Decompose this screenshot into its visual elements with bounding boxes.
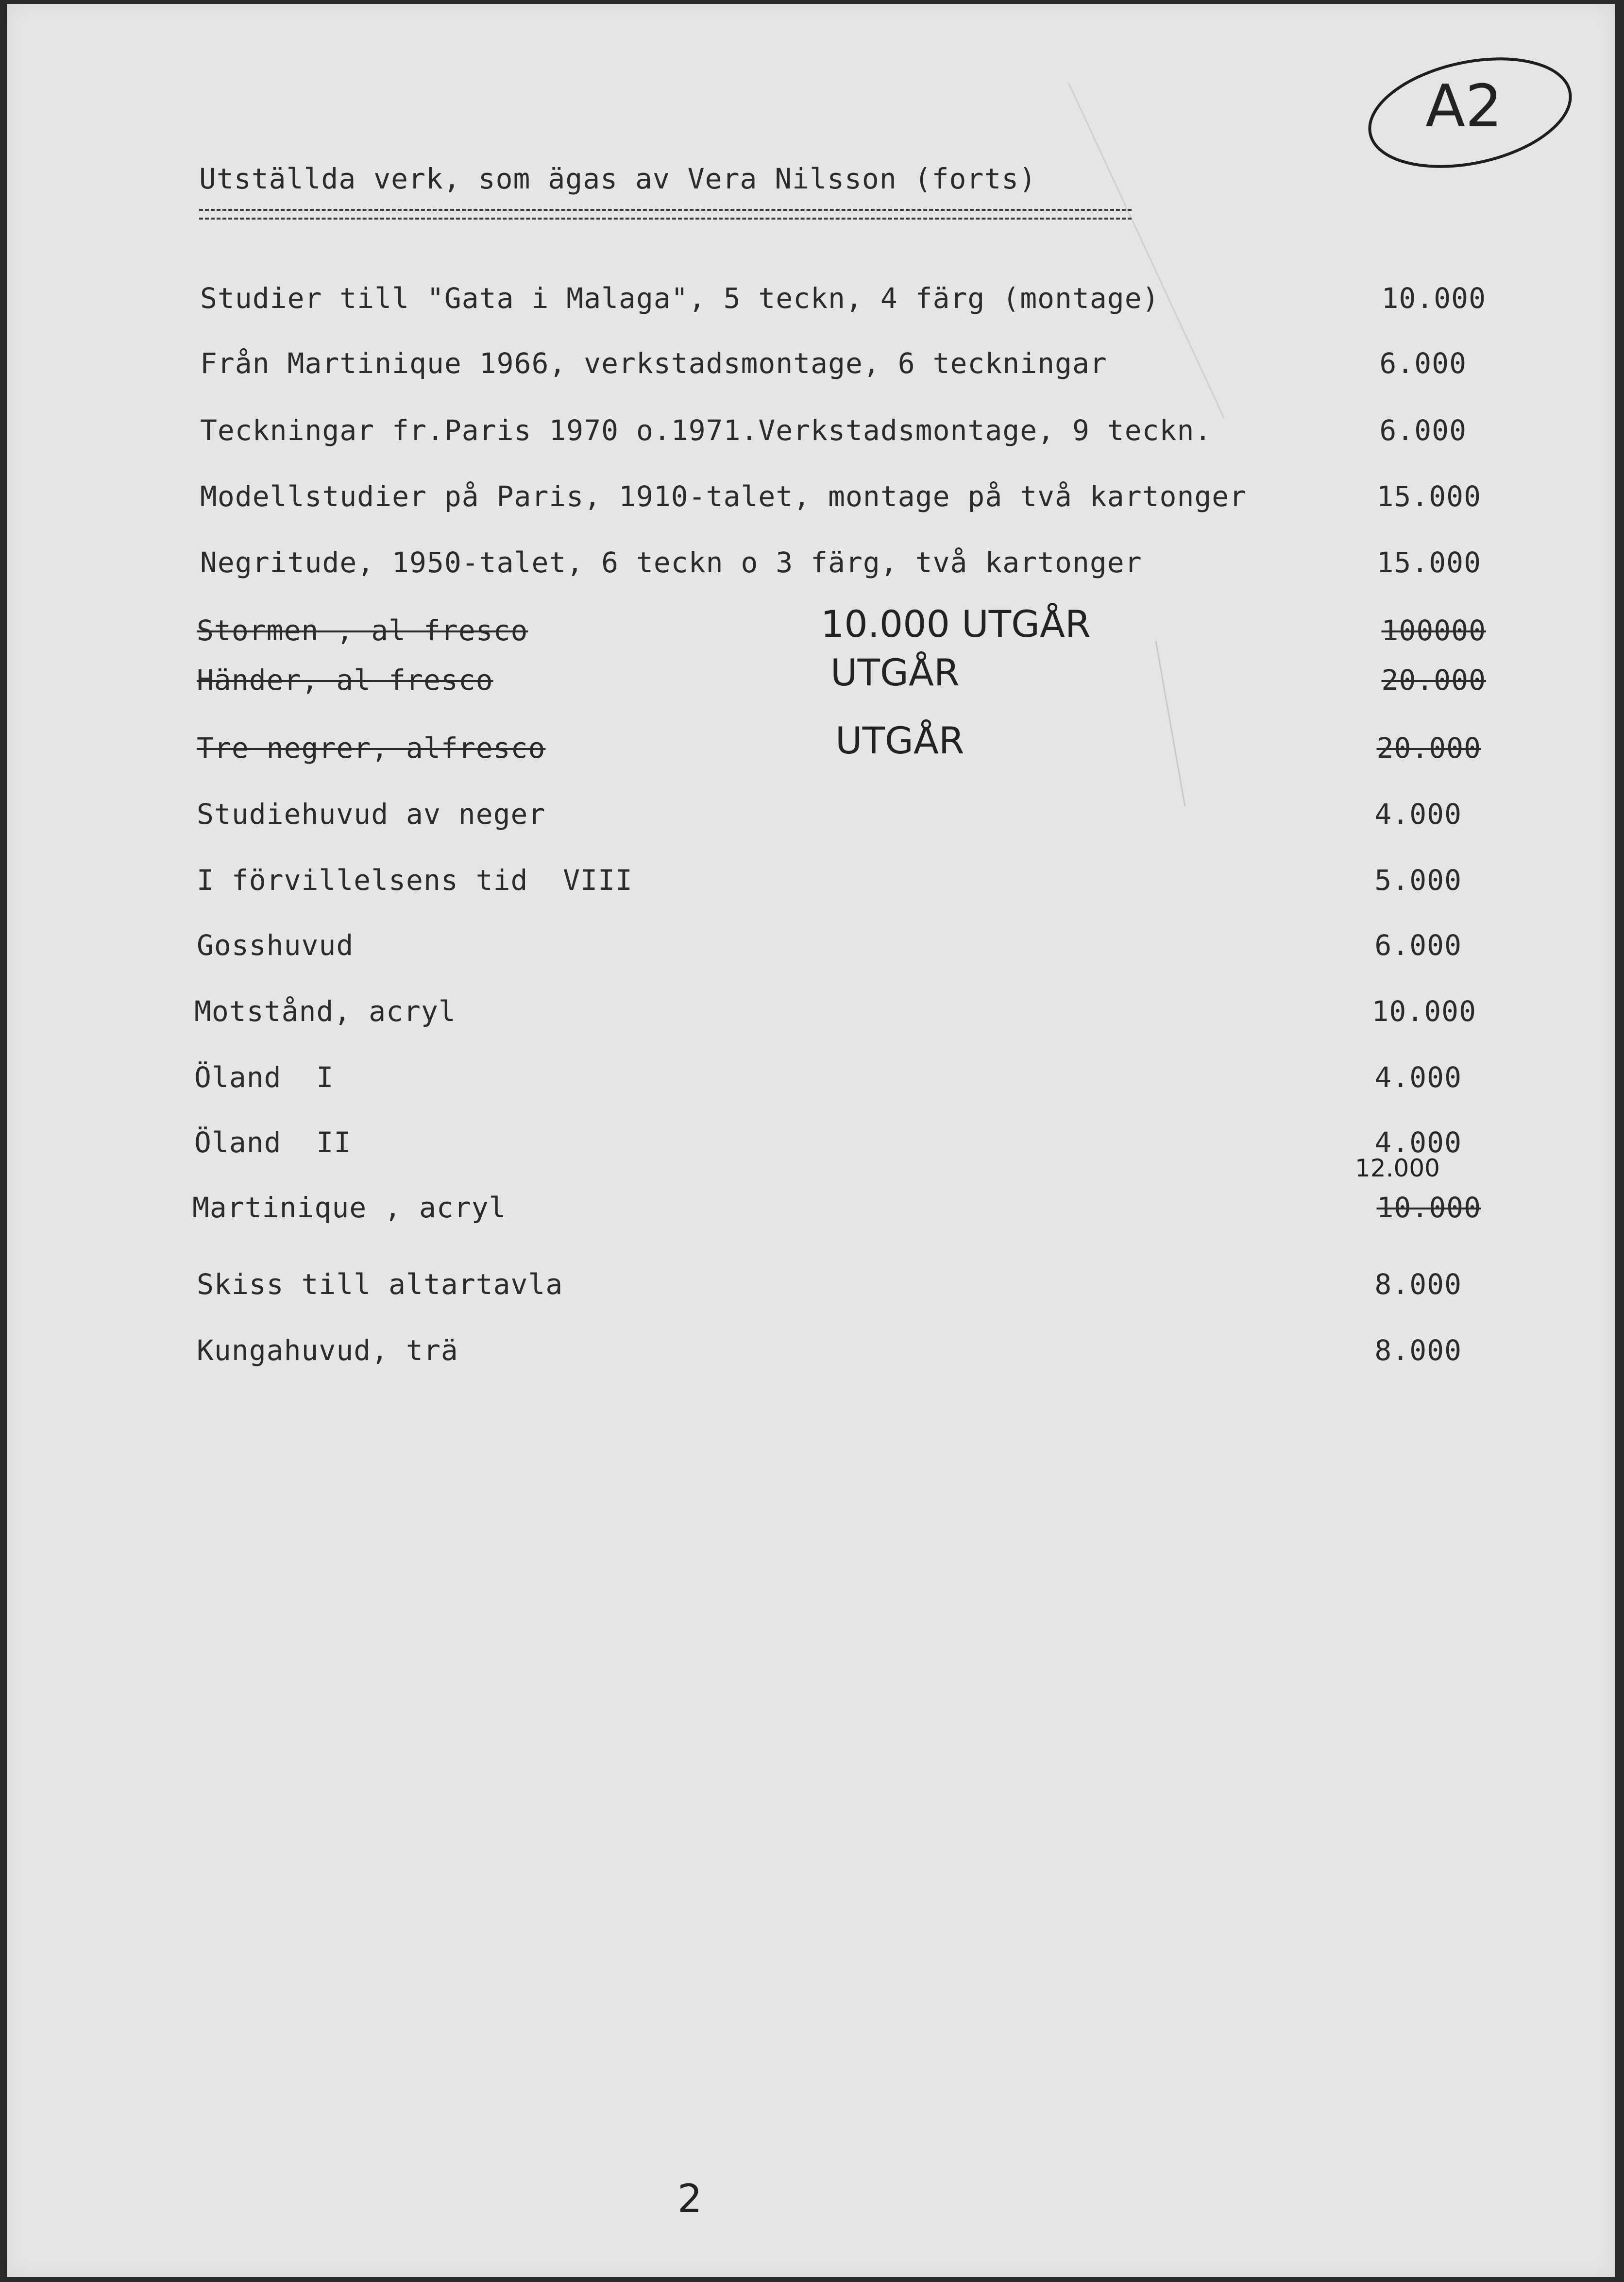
row-5-value: 100000 xyxy=(1381,614,1486,647)
row-16-label: Kungahuvud, trä xyxy=(197,1334,458,1367)
page-number: 2 xyxy=(677,2176,702,2221)
row-1-label: Från Martinique 1966, verkstadsmontage, 6 teckningar xyxy=(200,347,1107,380)
row-6-label: Händer, al fresco xyxy=(197,664,493,697)
row-4-label: Negritude, 1950-talet, 6 teckn o 3 färg, två kartonger xyxy=(200,546,1142,579)
row-0-label: Studier till "Gata i Malaga", 5 teckn, 4 färg (montage) xyxy=(200,282,1160,315)
row-10-value: 6.000 xyxy=(1374,929,1462,962)
row-7-value: 20.000 xyxy=(1376,732,1481,765)
row-8-value: 4.000 xyxy=(1374,798,1462,831)
corner-label: A2 xyxy=(1425,73,1503,140)
row-14-note: 12.000 xyxy=(1355,1154,1440,1182)
row-4-value: 15.000 xyxy=(1376,546,1481,579)
row-15-value: 8.000 xyxy=(1374,1268,1462,1301)
row-0-value: 10.000 xyxy=(1381,282,1486,315)
title-underline xyxy=(199,209,1132,220)
row-12-value: 4.000 xyxy=(1374,1061,1462,1094)
row-14-value: 10.000 xyxy=(1376,1191,1481,1224)
row-2-label: Teckningar fr.Paris 1970 o.1971.Verkstadsmontage, 9 teckn. xyxy=(200,414,1212,447)
row-7-note: UTGÅR xyxy=(835,719,964,762)
row-3-label: Modellstudier på Paris, 1910-talet, montage på två kartonger xyxy=(200,480,1247,513)
row-11-value: 10.000 xyxy=(1371,995,1476,1028)
row-9-value: 5.000 xyxy=(1374,864,1462,897)
row-1-value: 6.000 xyxy=(1379,347,1467,380)
row-14-label: Martinique , acryl xyxy=(192,1191,507,1224)
row-3-value: 15.000 xyxy=(1376,480,1481,513)
row-5-note: 10.000 UTGÅR xyxy=(821,602,1091,646)
row-6-value: 20.000 xyxy=(1381,664,1486,697)
row-11-label: Motstånd, acryl xyxy=(194,995,456,1028)
row-12-label: Öland I xyxy=(194,1061,334,1094)
row-16-value: 8.000 xyxy=(1374,1334,1462,1367)
row-10-label: Gosshuvud xyxy=(197,929,354,962)
page-title: Utställda verk, som ägas av Vera Nilsson (forts) xyxy=(199,162,1037,195)
row-15-label: Skiss till altartavla xyxy=(197,1268,563,1301)
row-9-label: I förvillelsens tid VIII xyxy=(197,864,633,897)
row-7-label: Tre negrer, alfresco xyxy=(197,732,546,765)
row-6-note: UTGÅR xyxy=(830,651,960,694)
row-13-value: 4.000 xyxy=(1374,1126,1462,1159)
row-13-label: Öland II xyxy=(194,1126,352,1159)
row-5-label: Stormen , al fresco xyxy=(197,614,528,647)
row-2-value: 6.000 xyxy=(1379,414,1467,447)
row-8-label: Studiehuvud av neger xyxy=(197,798,546,831)
